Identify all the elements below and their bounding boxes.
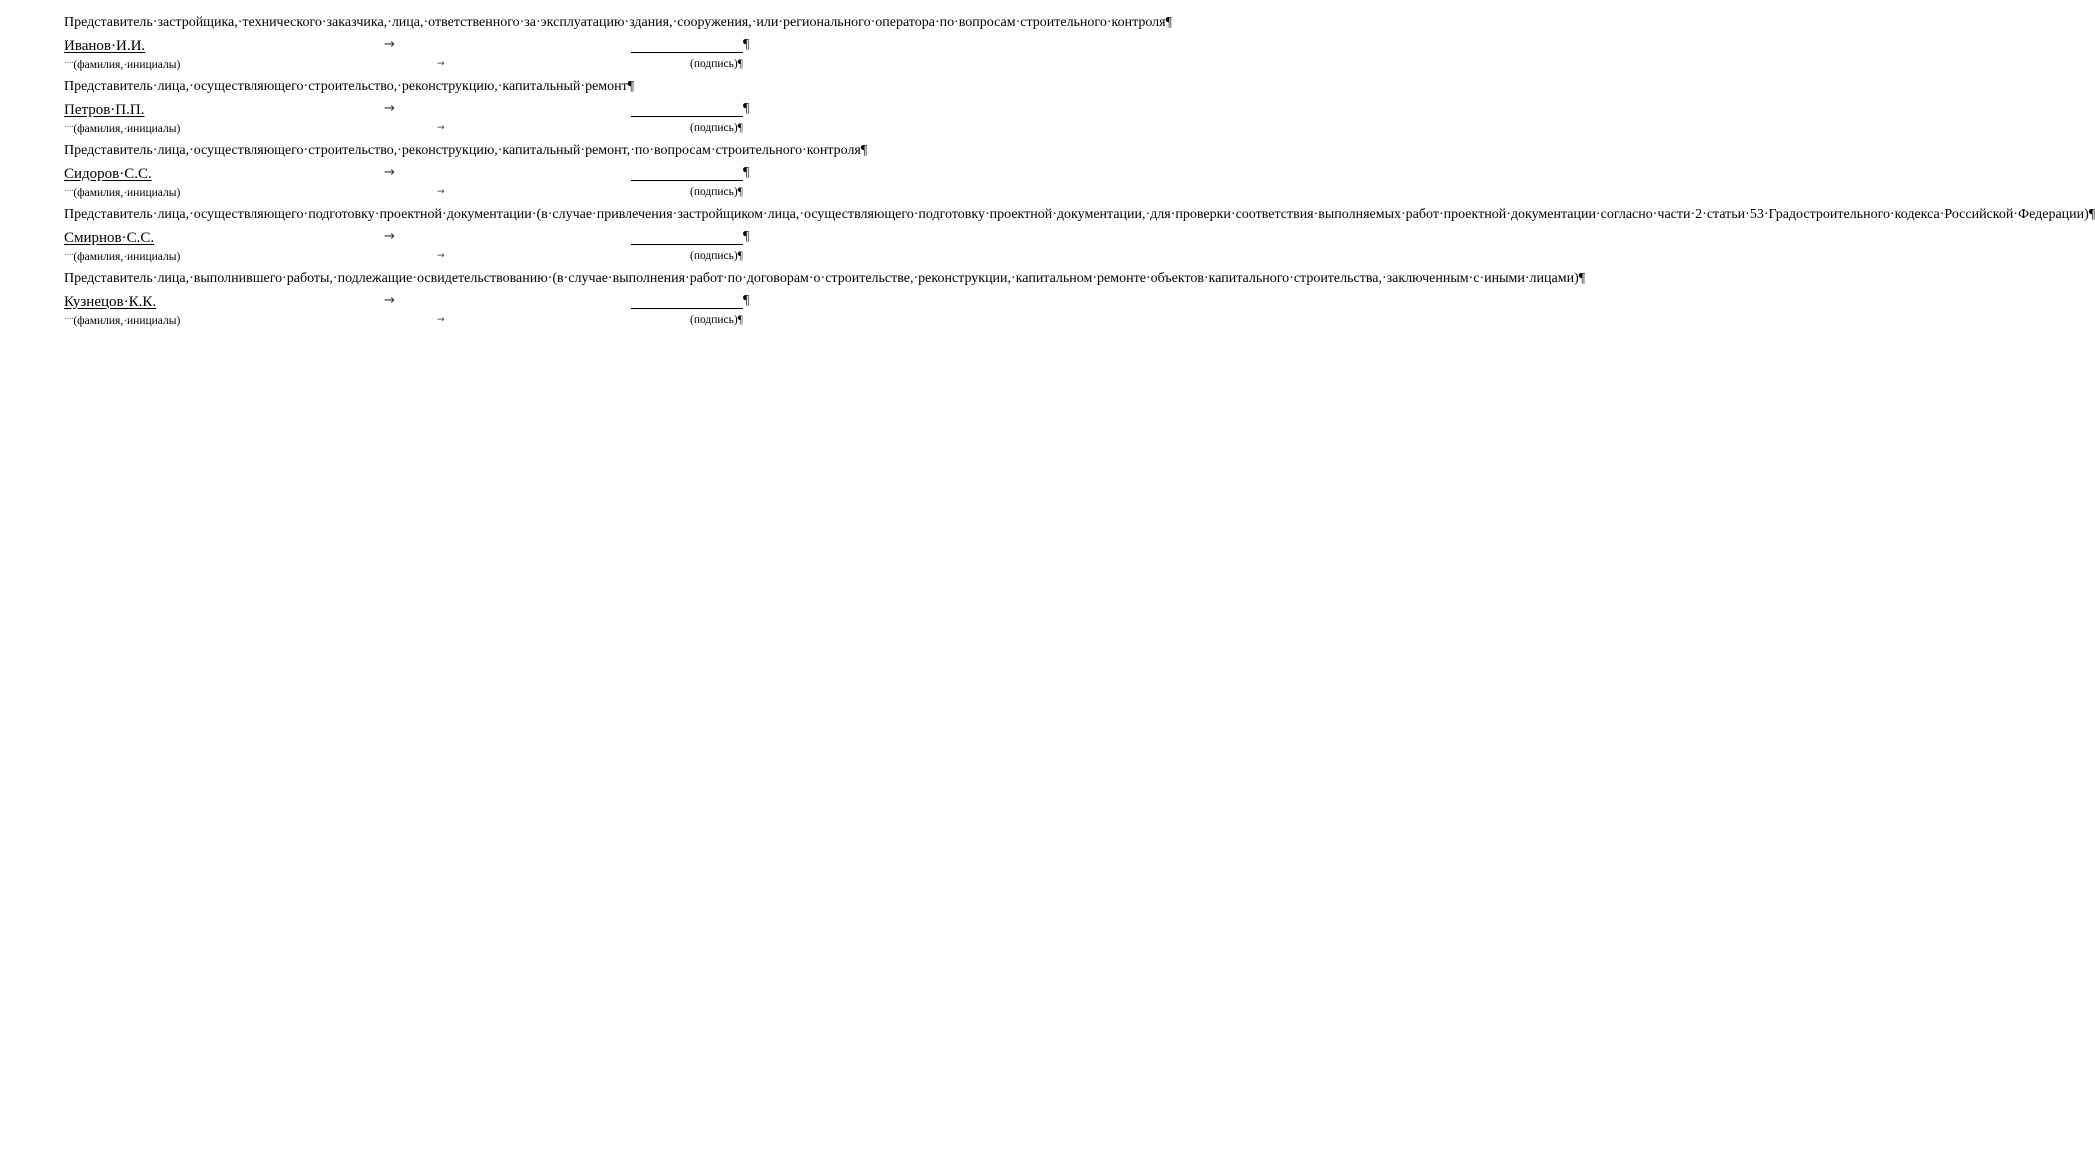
tab-arrow-icon: → (384, 37, 395, 52)
caption-name (64, 185, 180, 200)
caption-name (64, 313, 180, 328)
signature-line (631, 308, 743, 309)
caption-signature: (подпись)¶ (690, 250, 743, 262)
caption-row (64, 249, 864, 265)
space-dots: ···· (64, 186, 74, 197)
representative-name[interactable]: Кузнецов·К.К. (64, 294, 157, 310)
signature-line (631, 180, 743, 181)
caption-row (64, 185, 864, 201)
signature-section-builder-control (64, 142, 868, 201)
space-dots: ···· (64, 314, 74, 325)
pilcrow-icon: ¶ (743, 37, 750, 52)
caption-row (64, 121, 864, 137)
pilcrow-icon: ¶ (743, 165, 750, 180)
section-heading: Представитель·лица,·осуществляющего·строительство,·реконструкцию,·капитальный·ремонт¶ (64, 79, 635, 94)
tab-arrow-icon: → (384, 229, 395, 244)
caption-name-label: (фамилия,·инициалы) (73, 251, 181, 263)
space-dots: ···· (64, 58, 74, 69)
pilcrow-icon: ¶ (743, 229, 750, 244)
representative-name[interactable]: Иванов·И.И. (64, 38, 146, 54)
caption-row (64, 313, 864, 329)
caption-name-label: (фамилия,·инициалы) (73, 315, 181, 327)
caption-signature: (подпись)¶ (690, 186, 743, 198)
caption-signature: (подпись)¶ (690, 58, 743, 70)
caption-name-label: (фамилия,·инициалы) (73, 123, 181, 135)
signature-section-contractor (64, 270, 1586, 329)
tab-arrow-icon: → (384, 165, 395, 180)
tab-arrow-icon: → (384, 101, 395, 116)
signature-line (631, 52, 743, 53)
representative-name[interactable]: Петров·П.П. (64, 102, 145, 118)
signature-row (64, 99, 864, 121)
signature-row (64, 291, 864, 313)
space-dots: ···· (64, 250, 74, 261)
signature-section-developer (64, 14, 1172, 73)
tab-arrow-icon: → (437, 123, 445, 133)
signature-section-designer (64, 206, 2095, 265)
caption-name (64, 249, 180, 264)
section-heading: Представитель·лица,·осуществляющего·строительство,·реконструкцию,·капитальный·ремонт,·по·вопросам·строительного·контроля¶ (64, 143, 868, 158)
signature-line (631, 116, 743, 117)
caption-signature: (подпись)¶ (690, 314, 743, 326)
caption-name (64, 57, 180, 72)
caption-name-label: (фамилия,·инициалы) (73, 187, 181, 199)
pilcrow-icon: ¶ (743, 101, 750, 116)
representative-name[interactable]: Смирнов·С.С. (64, 230, 155, 246)
signature-row (64, 227, 864, 249)
section-heading: Представитель·лица,·осуществляющего·подготовку·проектной·документации·(в·случае·привлечения·застройщиком·лица,·осуществляющего·подготовку·проектной·документации,·для·проверки·соответствия·выполняемых·работ·проектной·документации·согласно·части·2·статьи·53·Градостроительного·кодекса·Российской·Федерации)¶ (64, 207, 2095, 222)
tab-arrow-icon: → (384, 293, 395, 308)
pilcrow-icon: ¶ (743, 293, 750, 308)
signature-line (631, 244, 743, 245)
caption-row (64, 57, 864, 73)
tab-arrow-icon: → (437, 251, 445, 261)
signature-section-builder (64, 78, 864, 137)
tab-arrow-icon: → (437, 315, 445, 325)
caption-signature: (подпись)¶ (690, 122, 743, 134)
section-heading: Представитель·лица,·выполнившего·работы,·подлежащие·освидетельствованию·(в·случае·выполнения·работ·по·договорам·о·строительстве,·реконструкции,·капитальном·ремонте·объектов·капитального·строительства,·заключенным·с·иными·лицами)¶ (64, 271, 1586, 286)
space-dots: ···· (64, 122, 74, 133)
caption-name-label: (фамилия,·инициалы) (73, 59, 181, 71)
tab-arrow-icon: → (437, 59, 445, 69)
signature-row (64, 35, 864, 57)
tab-arrow-icon: → (437, 187, 445, 197)
representative-name[interactable]: Сидоров·С.С. (64, 166, 152, 182)
document-page (64, 14, 2095, 334)
caption-name (64, 121, 180, 136)
section-heading: Представитель·застройщика,·технического·заказчика,·лица,·ответственного·за·эксплуатацию·здания,·сооружения,·или·регионального·оператора·по·вопросам·строительного·контроля¶ (64, 15, 1172, 30)
signature-row (64, 163, 864, 185)
